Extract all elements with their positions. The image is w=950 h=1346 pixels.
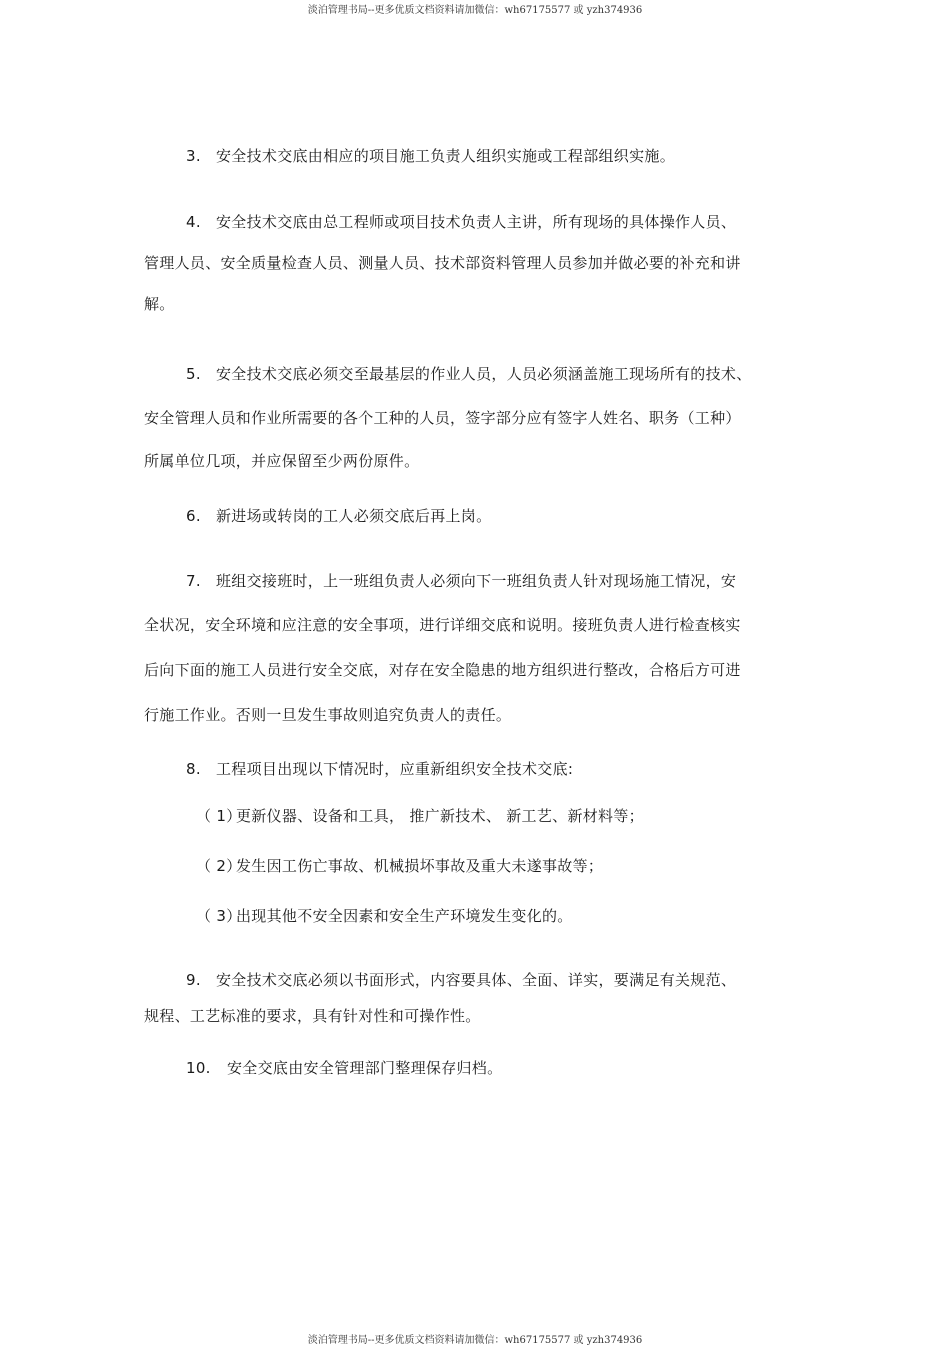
item-number: 8. xyxy=(186,760,201,778)
item-number: 9. xyxy=(186,971,201,989)
paragraph-item-10 xyxy=(186,1058,826,1078)
sub-item-text: 出现其他不安全因素和安全生产环境发生变化的。 xyxy=(236,907,573,925)
paragraph-item-9 xyxy=(186,970,826,990)
paragraph-line: 安全管理人员和作业所需要的各个工种的人员，签字部分应有签字人姓名、职务（工种） xyxy=(144,409,741,427)
paragraph-line: 管理人员、安全质量检查人员、测量人员、技术部资料管理人员参加并做必要的补充和讲 xyxy=(144,254,741,272)
sub-item-text: 更新仪器、设备和工具， 推广新技术、 新工艺、新材料等； xyxy=(236,807,644,825)
paragraph-item-6 xyxy=(186,506,826,526)
item-number: 5. xyxy=(186,365,201,383)
paragraph-line: 规程、工艺标准的要求，具有针对性和可操作性。 xyxy=(144,1007,481,1025)
paragraph-item-7 xyxy=(186,571,826,591)
paragraph-text: 安全交底由安全管理部门整理保存归档。 xyxy=(227,1059,503,1077)
paragraph-item-8 xyxy=(186,759,826,779)
paragraph-line: 行施工作业。否则一旦发生事故则追究负责人的责任。 xyxy=(144,706,512,724)
sub-item-number: （ 3） xyxy=(196,907,242,925)
item-number: 6. xyxy=(186,507,201,525)
sub-item-1 xyxy=(196,806,836,826)
sub-item-2 xyxy=(196,856,836,876)
sub-item-text: 发生因工伤亡事故、机械损坏事故及重大未遂事故等； xyxy=(236,857,604,875)
paragraph-line: 解。 xyxy=(144,295,175,313)
item-number: 7. xyxy=(186,572,201,590)
paragraph-text: 班组交接班时，上一班组负责人必须向下一班组负责人针对现场施工情况，安 xyxy=(216,572,737,590)
paragraph-text: 工程项目出现以下情况时，应重新组织安全技术交底: xyxy=(216,760,574,778)
paragraph-item-4 xyxy=(186,212,826,232)
paragraph-line: 后向下面的施工人员进行安全交底，对存在安全隐患的地方组织进行整改，合格后方可进 xyxy=(144,661,741,679)
header-banner: 淡泊管理书局--更多优质文档资料请加微信：wh67175577 或 yzh374936 xyxy=(307,5,643,16)
sub-item-number: （ 2） xyxy=(196,857,242,875)
item-number: 10. xyxy=(186,1059,211,1077)
sub-item-3 xyxy=(196,906,836,926)
paragraph-item-5 xyxy=(186,364,826,384)
paragraph-item-3 xyxy=(186,146,826,166)
paragraph-text: 安全技术交底必须交至最基层的作业人员，人员必须涵盖施工现场所有的技术、 xyxy=(216,365,752,383)
item-number: 4. xyxy=(186,213,201,231)
paragraph-text: 安全技术交底必须以书面形式，内容要具体、全面、详实，要满足有关规范、 xyxy=(216,971,737,989)
paragraph-text: 新进场或转岗的工人必须交底后再上岗。 xyxy=(216,507,492,525)
paragraph-line: 所属单位几项，并应保留至少两份原件。 xyxy=(144,452,420,470)
footer-banner: 淡泊管理书局--更多优质文档资料请加微信：wh67175577 或 yzh374936 xyxy=(307,1335,643,1346)
paragraph-line: 全状况，安全环境和应注意的安全事项，进行详细交底和说明。接班负责人进行检查核实 xyxy=(144,616,741,634)
paragraph-text: 安全技术交底由相应的项目施工负责人组织实施或工程部组织实施。 xyxy=(216,147,676,165)
paragraph-text: 安全技术交底由总工程师或项目技术负责人主讲，所有现场的具体操作人员、 xyxy=(216,213,737,231)
item-number: 3. xyxy=(186,147,201,165)
sub-item-number: （ 1） xyxy=(196,807,242,825)
